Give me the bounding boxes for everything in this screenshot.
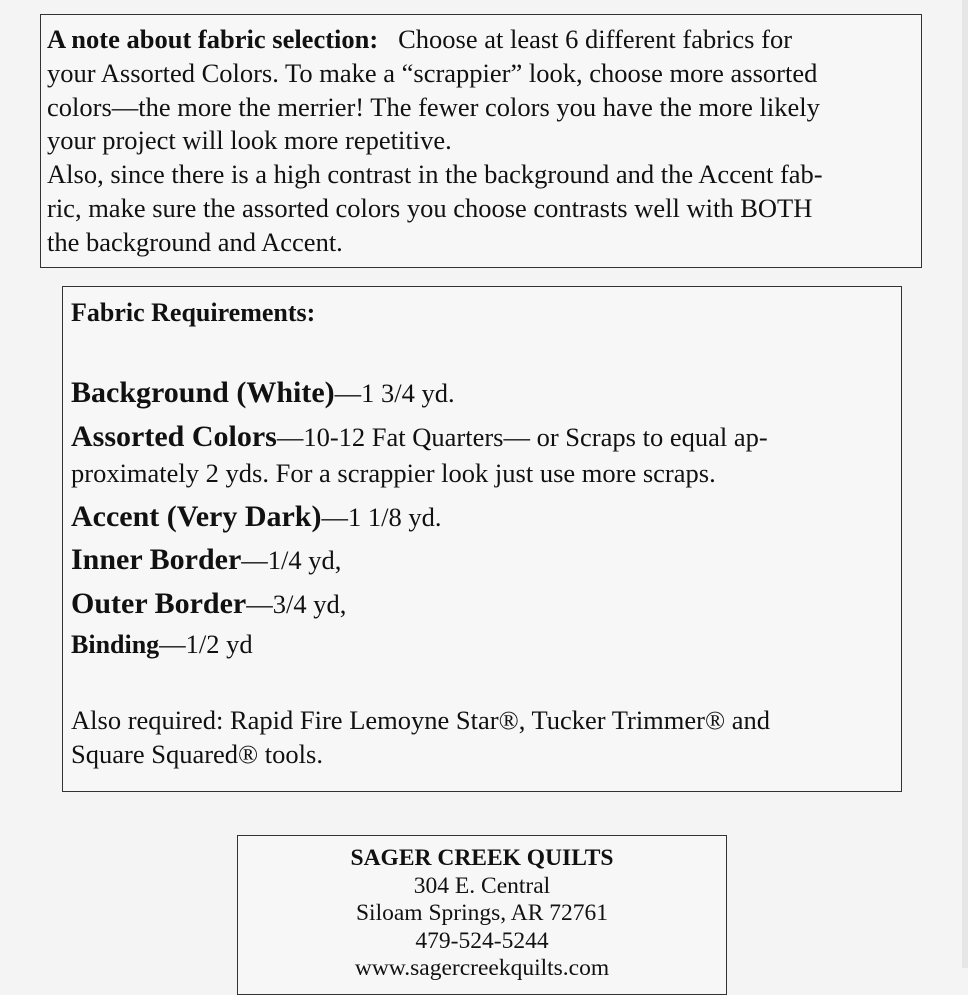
requirement-binding [71, 629, 253, 660]
requirement-accent [71, 500, 441, 534]
also-required-line-1: Also required: Rapid Fire Lemoyne Star®, Tucker Trimmer® and [71, 705, 771, 735]
requirement-name: Background (White) [71, 376, 335, 409]
requirement-amount: —1/2 yd [159, 629, 253, 659]
requirement-amount: —1 3/4 yd. [334, 378, 455, 408]
requirement-name: Binding [71, 630, 160, 659]
note-text-1: Choose at least 6 different fabrics for [398, 24, 793, 54]
requirement-name: Assorted Colors [71, 420, 277, 453]
shop-contact [237, 835, 727, 995]
fabric-selection-note [40, 14, 922, 268]
requirement-amount: —1 1/8 yd. [321, 502, 442, 532]
shop-phone: 479-524-5244 [415, 927, 549, 954]
shop-name: SAGER CREEK QUILTS [350, 845, 614, 871]
shop-address: 304 E. Central [413, 872, 551, 899]
requirement-name: Outer Border [71, 587, 247, 620]
note-heading: A note about fabric selection: [47, 24, 379, 54]
requirement-background [71, 376, 455, 410]
also-required-line-2: Square Squared® tools. [71, 739, 323, 769]
page-edge [962, 0, 968, 968]
shop-city: Siloam Springs, AR 72761 [355, 900, 608, 926]
note-line-1 [47, 23, 921, 57]
requirement-amount: —3/4 yd, [246, 589, 347, 619]
requirement-assorted-colors-cont: proximately 2 yds. For a scrappier look just use more scraps. [71, 458, 716, 488]
requirement-outer-border [71, 587, 346, 621]
requirement-assorted-colors [71, 420, 768, 454]
requirement-name: Accent (Very Dark) [71, 500, 322, 533]
note-line-3: colors—the more the merrier! The fewer colors you have the more likely [47, 91, 820, 122]
note-line-4: your project will look more repetitive. [47, 125, 452, 156]
note-line-5: Also, since there is a high contrast in the background and the Accent fab- [47, 159, 823, 190]
note-line-2: your Assorted Colors. To make a “scrappier” look, choose more assorted [47, 57, 818, 88]
fabric-requirements [62, 286, 902, 792]
fabric-requirements-title: Fabric Requirements: [71, 298, 316, 327]
requirement-amount: —10-12 Fat Quarters— or Scraps to equal ap- [276, 422, 768, 452]
note-line-7: the background and Accent. [47, 226, 343, 257]
shop-website: www.sagercreekquilts.com [354, 955, 610, 981]
note-line-6: ric, make sure the assorted colors you choose contrasts well with BOTH [47, 192, 813, 223]
requirement-amount: —1/4 yd, [241, 545, 342, 575]
requirement-inner-border [71, 543, 341, 577]
requirement-name: Inner Border [71, 543, 242, 576]
